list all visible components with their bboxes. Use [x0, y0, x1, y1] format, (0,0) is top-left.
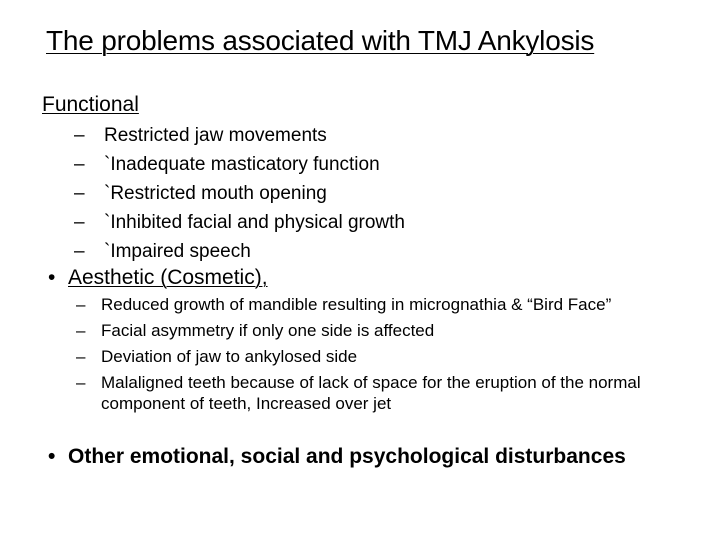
dash-marker: – [74, 125, 85, 146]
functional-heading: Functional [42, 93, 139, 116]
dash-marker: – [76, 295, 86, 314]
list-item-text: `Inhibited facial and physical growth [104, 212, 406, 233]
list-item [76, 346, 676, 367]
list-item-text: `Impaired speech [104, 241, 251, 262]
other-disturbances-heading [48, 444, 626, 470]
list-item-text: `Restricted mouth opening [104, 183, 327, 204]
dash-marker: – [74, 183, 85, 204]
list-item [76, 320, 676, 341]
bullet-marker: • [48, 266, 56, 289]
list-item [76, 372, 676, 414]
dash-marker: – [76, 373, 86, 392]
list-item [76, 294, 676, 315]
list-item [74, 179, 405, 208]
dash-marker: – [76, 347, 86, 366]
list-item-text: `Inadequate masticatory function [104, 154, 380, 175]
list-item-text: Malaligned teeth because of lack of space for the eruption of the normal component of teeth, Increased over jet [101, 373, 641, 413]
aesthetic-heading-label: Aesthetic (Cosmetic), [68, 266, 268, 289]
list-item-text: Deviation of jaw to ankylosed side [101, 347, 358, 366]
list-item [74, 237, 405, 266]
aesthetic-list [76, 294, 676, 419]
slide-title: The problems associated with TMJ Ankylosis [46, 25, 595, 56]
bullet-marker: • [48, 445, 56, 468]
aesthetic-heading [48, 265, 268, 291]
other-disturbances-label: Other emotional, social and psychological disturbances [68, 445, 626, 468]
list-item-text: Restricted jaw movements [104, 125, 327, 146]
list-item [74, 121, 405, 150]
dash-marker: – [74, 212, 85, 233]
dash-marker: – [76, 321, 86, 340]
list-item-text: Facial asymmetry if only one side is affected [101, 321, 435, 340]
functional-list [74, 121, 405, 266]
dash-marker: – [74, 241, 85, 262]
list-item-text: Reduced growth of mandible resulting in micrognathia & “Bird Face” [101, 295, 612, 314]
dash-marker: – [74, 154, 85, 175]
list-item [74, 150, 405, 179]
list-item [74, 208, 405, 237]
